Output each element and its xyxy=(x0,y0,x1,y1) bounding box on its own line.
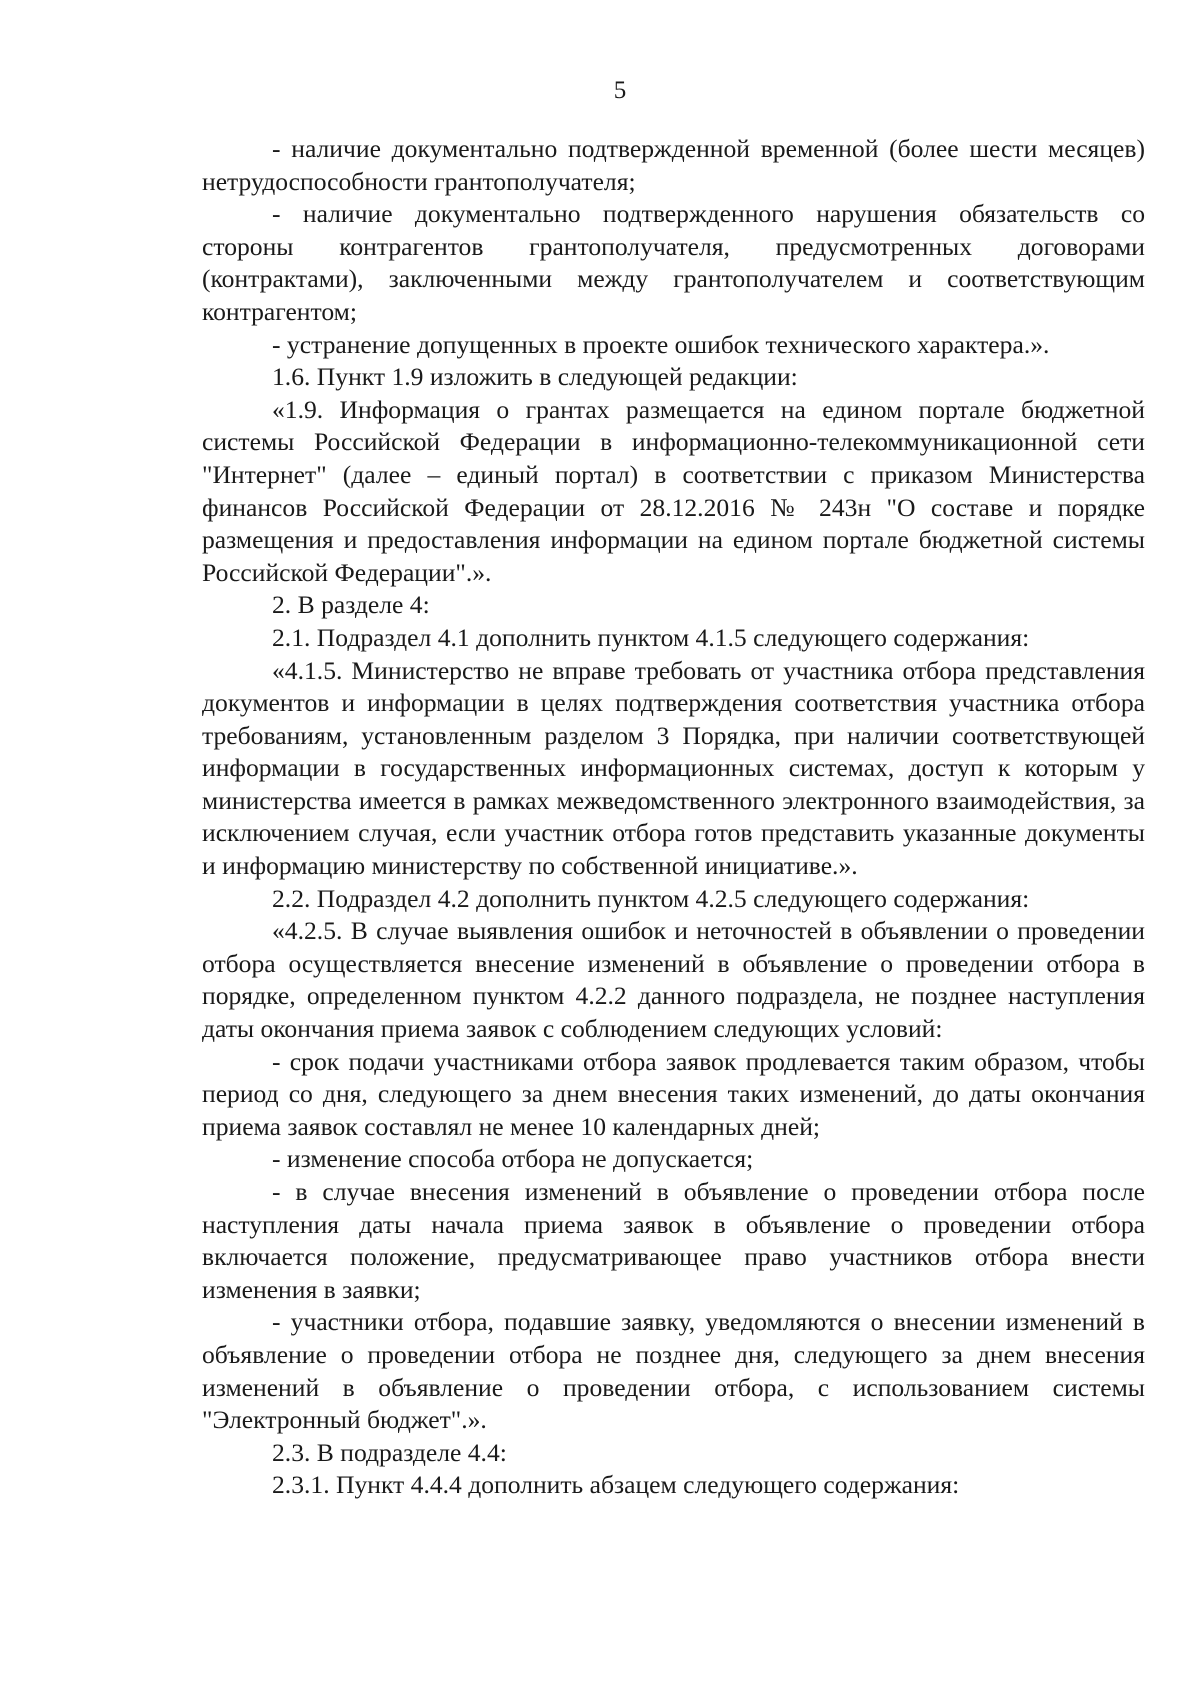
paragraph-item-4: 1.6. Пункт 1.9 изложить в следующей редакции: xyxy=(272,362,798,392)
paragraph-item-3: - устранение допущенных в проекте ошибок технического характера.». xyxy=(272,329,1050,359)
paragraph-item-2: - наличие документально подтвержденного нарушения обязательств со стороны контрагентов грантополучателя, предусмотренных договорами (контрактами), заключенными между грантополучателем и соответствующим контрагентом; xyxy=(202,199,1145,326)
paragraph-item-1: - наличие документально подтвержденной временной (более шести месяцев) нетрудоспособности грантополучателя; xyxy=(202,134,1145,196)
paragraph-item-8: «4.1.5. Министерство не вправе требовать от участника отбора представления документов и информации в целях подтверждения соответствия участника отбора требованиям, установленным разделом 3 Порядка, при наличии соответствующей информации в государственных информационных системах, доступ к которым у министерства имеется в рамках межведомственного электронного взаимодействия, за исключением случая, если участник отбора готов представить указанные документы и информацию министерству по собственной инициативе.». xyxy=(202,655,1145,881)
paragraph-item-15: 2.3. В подразделе 4.4: xyxy=(272,1437,507,1467)
paragraph-item-16: 2.3.1. Пункт 4.4.4 дополнить абзацем следующего содержания: xyxy=(272,1470,960,1500)
document-body xyxy=(202,133,1145,1502)
paragraph-item-5: «1.9. Информация о грантах размещается на едином портале бюджетной системы Российской Федерации в информационно-телекоммуникационной сети "Интернет" (далее – единый портал) в соответствии с приказом Министерства финансов Российской Федерации от 28.12.2016 № 243н "О составе и порядке размещения и предоставления информации на едином портале бюджетной системы Российской Федерации".». xyxy=(202,394,1145,587)
paragraph-item-12: - изменение способа отбора не допускается; xyxy=(272,1144,754,1174)
page-number: 5 xyxy=(613,77,627,104)
paragraph-item-11: - срок подачи участниками отбора заявок продлевается таким образом, чтобы период со дня, следующего за днем внесения таких изменений, до даты окончания приема заявок составлял не менее 10 календарных дней; xyxy=(202,1046,1145,1141)
paragraph-item-13: - в случае внесения изменений в объявление о проведении отбора после наступления даты начала приема заявок в объявление о проведении отбора включается положение, предусматривающее право участников отбора внести изменения в заявки; xyxy=(202,1177,1145,1304)
paragraph-item-7: 2.1. Подраздел 4.1 дополнить пунктом 4.1.5 следующего содержания: xyxy=(272,622,1030,652)
paragraph-item-14: - участники отбора, подавшие заявку, уведомляются о внесении изменений в объявление о проведении отбора не позднее дня, следующего за днем внесения изменений в объявление о проведении отбора, с использованием системы "Электронный бюджет".». xyxy=(202,1307,1145,1435)
paragraph-item-6: 2. В разделе 4: xyxy=(272,590,430,620)
paragraph-item-9: 2.2. Подраздел 4.2 дополнить пунктом 4.2.5 следующего содержания: xyxy=(272,883,1030,913)
paragraph-item-10: «4.2.5. В случае выявления ошибок и неточностей в объявлении о проведении отбора осуществляется внесение изменений в объявление о проведении отбора в порядке, определенном пунктом 4.2.2 данного подраздела, не позднее наступления даты окончания приема заявок с соблюдением следующих условий: xyxy=(202,916,1145,1044)
